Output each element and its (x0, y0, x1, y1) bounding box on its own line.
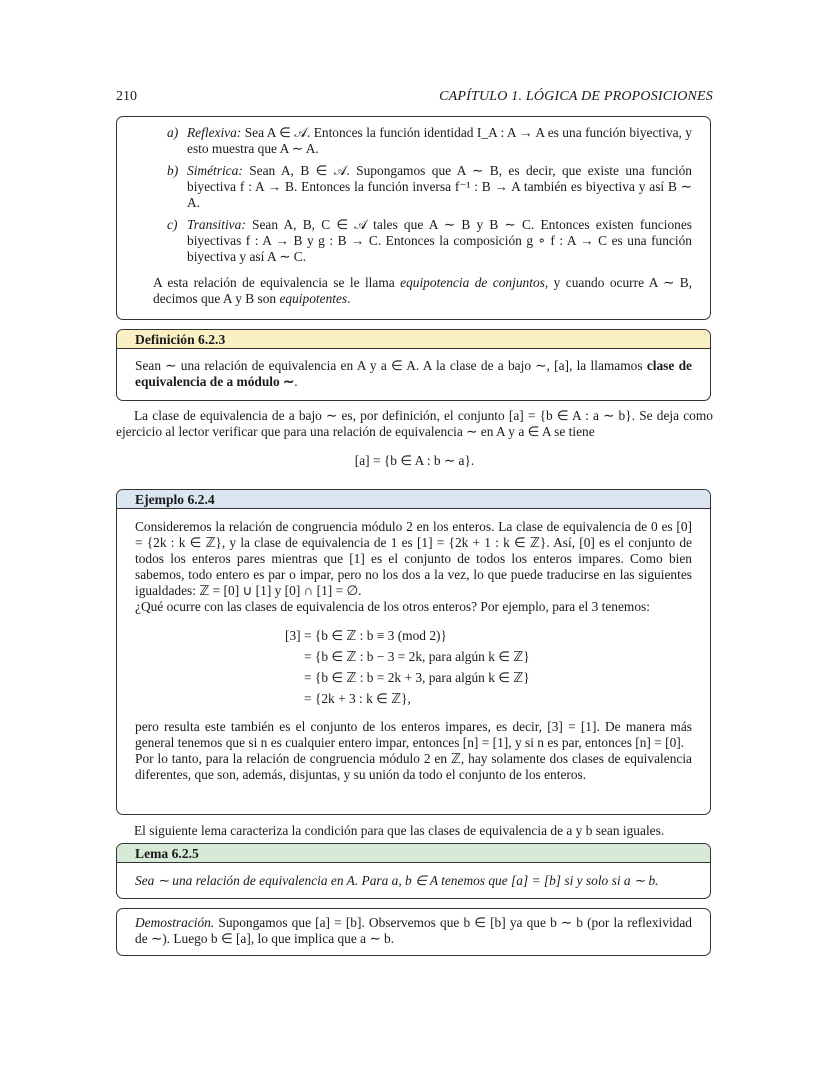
item-label: b) (167, 163, 179, 178)
lemma-box (116, 843, 711, 899)
example-title: Ejemplo 6.2.4 (117, 490, 710, 509)
example-box (116, 489, 711, 815)
item-title: Reflexiva: (187, 125, 242, 140)
equation-row: = {b ∈ ℤ : b = 2k + 3, para algún k ∈ ℤ} (304, 670, 530, 685)
item-label: c) (167, 217, 178, 232)
paragraph: La clase de equivalencia de a bajo ∼ es, por definición, el conjunto [a] = {b ∈ A : a ∼ b}. Se deja como ejercicio al lector verificar que para una relación de equivalencia ∼ en A y a ∈ A se tiene (116, 408, 713, 439)
proof-box (116, 908, 711, 956)
item-title: Transitiva: (187, 217, 246, 232)
list-item-symmetric (153, 163, 692, 211)
example-conclusion: Por lo tanto, para la relación de congruencia módulo 2 en ℤ, hay solamente dos clases de equivalencia diferentes, que son, además, disjuntas, y su unión da todo el conjunto de los enteros. (135, 751, 692, 782)
item-text: Sean A, B, C ∈ 𝒜 tales que A ∼ B y B ∼ C. Entonces existen funciones biyectivas f : A → B y g : B → C. Entonces la composición g ∘ f : A → C es una función biyectiva y así A ∼ C. (187, 217, 692, 264)
defined-term: clase de equivalencia de a módulo ∼ (135, 358, 692, 389)
emphasis-term: equipotentes (279, 291, 348, 306)
example-intro: Consideremos la relación de congruencia módulo 2 en los enteros. La clase de equivalencia de 0 es [0] = {2k : k ∈ ℤ}, y la clase de equivalencia de 1 es [1] = {2k + 1 : k ∈ ℤ}. Así, [0] es el conjunto de todos los enteros pares mientras que [1] es el conjunto de todos los enteros impares. Como bien sabemos, todo entero es par o impar, pero no los dos a la vez, lo que puede traducirse en las siguientes igualdades: ℤ = [0] ∪ [1] y [0] ∩ [1] = ∅. (135, 519, 692, 598)
list-item-reflexive (153, 125, 692, 157)
lemma-title: Lema 6.2.5 (117, 844, 710, 863)
example-body (117, 509, 710, 789)
lemma-statement: Sea ∼ una relación de equivalencia en A. Para a, b ∈ A tenemos que [a] = [b] si y solo si a ∼ b. (135, 873, 659, 888)
item-text: Sean A, B ∈ 𝒜. Supongamos que A ∼ B, es decir, que existe una función biyectiva f : A → B. Entonces la función inversa f⁻¹ : B → A también es biyectiva y así B ∼ A. (187, 163, 692, 210)
equation-row: = {2k + 3 : k ∈ ℤ}, (304, 691, 411, 706)
aligned-equations (285, 625, 692, 709)
example-question: ¿Qué ocurre con las clases de equivalencia de los otros enteros? Por ejemplo, para el 3 tenemos: (135, 599, 650, 614)
display-equation: [a] = {b ∈ A : b ∼ a}. (354, 453, 475, 468)
page-number: 210 (116, 89, 137, 104)
definition-body: Sean ∼ una relación de equivalencia en A y a ∈ A. A la clase de a bajo ∼, [a], la llamamos clase de equivalencia de a módulo ∼. (135, 358, 692, 389)
chapter-title: CAPÍTULO 1. LÓGICA DE PROPOSICIONES (439, 89, 713, 104)
emphasis-term: equipotencia de conjuntos (400, 275, 545, 290)
running-header (116, 89, 713, 107)
item-text: Sea A ∈ 𝒜. Entonces la función identidad I_A : A → A es una función biyectiva, y esto muestra que A ∼ A. (187, 125, 692, 156)
definition-title: Definición 6.2.3 (117, 330, 710, 349)
equation-row: = {b ∈ ℤ : b − 3 = 2k, para algún k ∈ ℤ} (304, 649, 530, 664)
closing-paragraph: A esta relación de equivalencia se le llama equipotencia de conjuntos, y cuando ocurre A ∼ B, decimos que A y B son equipotentes. (153, 275, 692, 306)
example-after: pero resulta este también es el conjunto de los enteros impares, es decir, [3] = [1]. De manera más general tenemos que si n es cualquier entero impar, entonces [n] = [1], y si n es par, entonces [n] = [0]. (135, 719, 692, 750)
list-item-transitive (153, 217, 692, 265)
proof-body: Demostración. Supongamos que [a] = [b]. Observemos que b ∈ [b] ya que b ∼ b (por la reflexividad de ∼). Luego b ∈ [a], lo que implica que a ∼ b. (135, 915, 692, 946)
paragraph: El siguiente lema caracteriza la condición para que las clases de equivalencia de a y b sean iguales. (134, 823, 665, 838)
proof-continuation-box (116, 116, 711, 320)
proof-label: Demostración. (135, 915, 215, 930)
definition-box (116, 329, 711, 401)
equation-row: [3] = {b ∈ ℤ : b ≡ 3 (mod 2)} (285, 628, 447, 643)
item-label: a) (167, 125, 179, 140)
item-title: Simétrica: (187, 163, 243, 178)
